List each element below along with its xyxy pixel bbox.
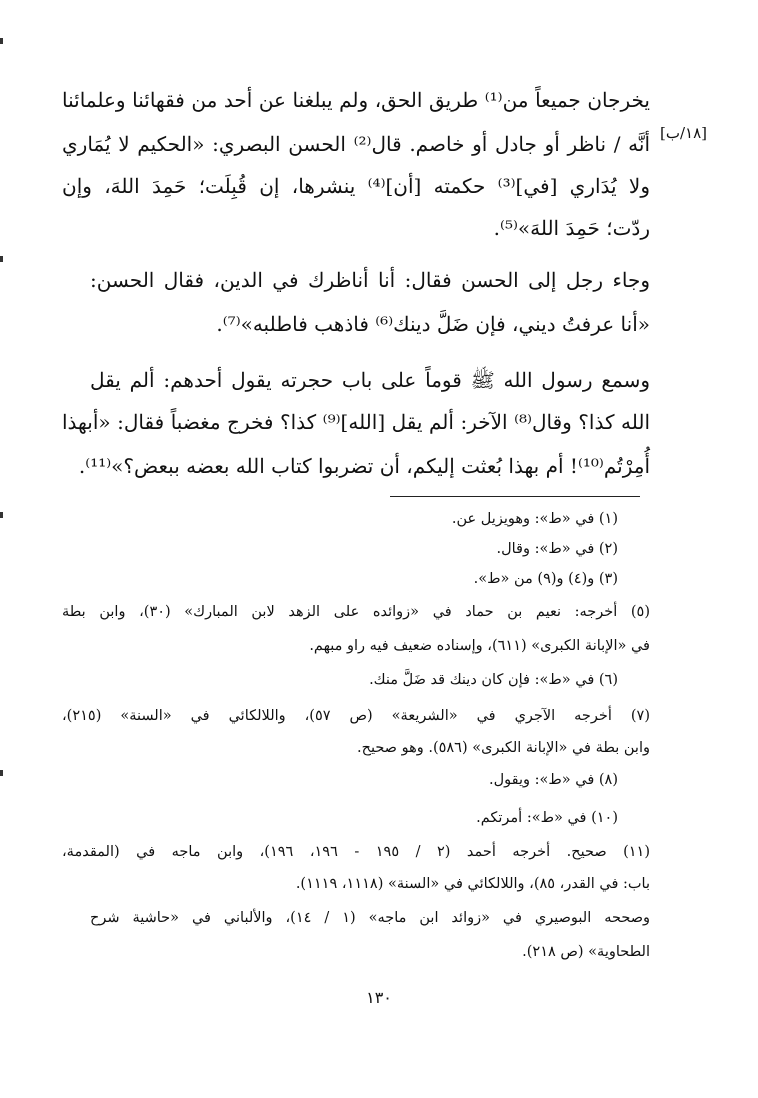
footnote-2: (٢) في «ط»: وقال. (496, 541, 618, 557)
scan-edge-mark (0, 512, 3, 518)
body-line-7: وسمع رسول الله ﷺ قوماً على باب حجرته يقول أحدهم: ألم يقل (90, 368, 650, 392)
scan-edge-mark (0, 256, 3, 262)
footnote-8: (٨) في «ط»: ويقول. (488, 772, 618, 788)
scan-edge-mark (0, 770, 3, 776)
body-line-1: يخرجان جميعاً من⁽¹⁾ طريق الحق، ولم يبلغنا عن أحد من فقهائنا وعلمائنا (62, 88, 650, 112)
body-line-4: ردّت؛ حَمِدَ اللهَ»⁽⁵⁾. (493, 216, 650, 240)
body-line-9: أُمِرْتُم⁽¹⁰⁾! أم بهذا بُعثت إليكم، أن تضربوا كتاب الله بعضه ببعض؟»⁽¹¹⁾. (78, 454, 650, 478)
page-number: ١٣٠ (366, 988, 392, 1007)
body-line-6: «أنا عرفتُ ديني، فإن ضَلَّ دينك⁽⁶⁾ فاذهب فاطلبه»⁽⁷⁾. (216, 312, 650, 336)
body-line-3: ولا يُدَاري [في]⁽³⁾ حكمته [أن]⁽⁴⁾ ينشرها، إن قُبِلَت؛ حَمِدَ اللهَ، وإن (62, 174, 650, 198)
footnote-3: (٣) و(٤) و(٩) من «ط». (473, 571, 618, 587)
footnote-6: (٦) في «ط»: فإن كان دينك قد ضَلَّ منك. (369, 672, 618, 688)
footnote-11-line-1: (١١) صحيح. أخرجه أحمد (٢ / ١٩٥ - ١٩٦، ١٩٦)، وابن ماجه في (المقدمة، (62, 844, 651, 860)
body-line-8: الله كذا؟ وقال⁽⁸⁾ الآخر: ألم يقل [الله]⁽⁹⁾ كذا؟ فخرج مغضباً فقال: «أبهذا (62, 410, 650, 434)
margin-folio-reference: [١٨/ب] (660, 124, 708, 142)
footnote-separator (390, 496, 640, 497)
body-line-2: أنَّه / ناظر أو جادل أو خاصم. قال⁽²⁾ الحسن البصري: «الحكيم لا يُمَاري (62, 132, 650, 156)
footnote-10: (١٠) في «ط»: أمرتكم. (476, 810, 618, 826)
footnote-1: (١) في «ط»: وهويزيل عن. (451, 511, 618, 527)
footnote-7-line-2: وابن بطة في «الإبانة الكبرى» (٥٨٦). وهو صحيح. (356, 740, 650, 756)
scan-edge-mark (0, 38, 3, 44)
body-line-5: وجاء رجل إلى الحسن فقال: أنا أناظرك في الدين، فقال الحسن: (90, 268, 650, 292)
footnote-7-line-1: (٧) أخرجه الآجري في «الشريعة» (ص ٥٧)، واللالكائي في «السنة» (٢١٥)، (62, 708, 650, 724)
footnote-11-line-2: باب: في القدر، ٨٥)، واللالكائي في «السنة» (١١١٨، ١١١٩). (295, 876, 650, 892)
footnote-11-line-4: الطحاوية» (ص ٢١٨). (522, 944, 650, 960)
footnote-5-line-2: في «الإبانة الكبرى» (٦١١)، وإسناده ضعيف فيه راو مبهم. (309, 638, 650, 654)
footnote-5-line-1: (٥) أخرجه: نعيم بن حماد في «زوائده على الزهد لابن المبارك» (٣٠)، وابن بطة (62, 604, 650, 620)
footnote-11-line-3: وصححه البوصيري في «زوائد ابن ماجه» (١ / ١٤)، والألباني في «حاشية شرح (90, 910, 651, 926)
